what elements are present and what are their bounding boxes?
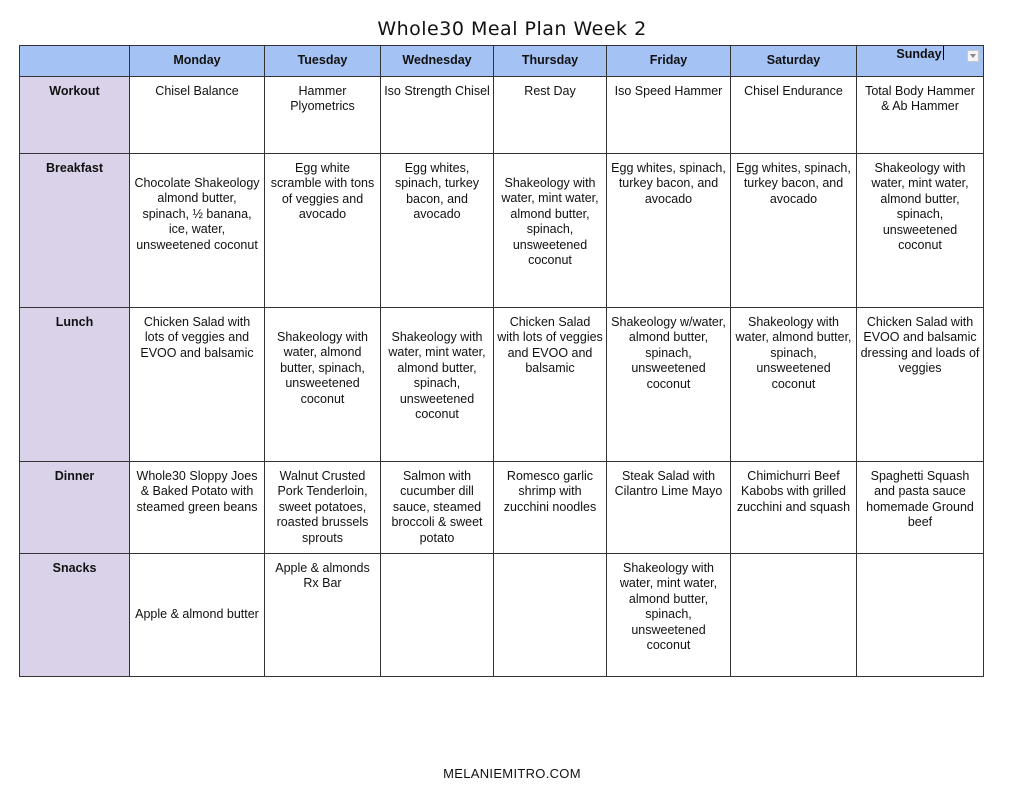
table-row-workout <box>20 77 984 154</box>
footer-site-name: MELANIEMITRO.COM <box>443 766 581 781</box>
table-cell[interactable]: Whole30 Sloppy Joes & Baked Potato with steamed green beans <box>130 462 265 554</box>
table-cell[interactable]: Chimichurri Beef Kabobs with grilled zucchini and squash <box>731 462 857 554</box>
table-cell[interactable]: Shakeology with water, almond butter, spinach, unsweetened coconut <box>265 308 381 462</box>
day-header-monday[interactable]: Monday <box>130 46 265 77</box>
table-cell[interactable]: Egg whites, spinach, turkey bacon, and avocado <box>607 154 731 308</box>
table-cell[interactable]: Apple & almonds Rx Bar <box>265 554 381 677</box>
table-cell[interactable]: Egg white scramble with tons of veggies and avocado <box>265 154 381 308</box>
table-cell[interactable]: Chicken Salad with EVOO and balsamic dressing and loads of veggies <box>857 308 984 462</box>
table-cell[interactable]: Steak Salad with Cilantro Lime Mayo <box>607 462 731 554</box>
row-header-dinner[interactable]: Dinner <box>20 462 130 554</box>
table-cell[interactable] <box>857 554 984 677</box>
table-row-lunch <box>20 308 984 462</box>
table-cell[interactable]: Egg whites, spinach, turkey bacon, and avocado <box>381 154 494 308</box>
table-cell[interactable]: Chisel Balance <box>130 77 265 154</box>
row-header-breakfast[interactable]: Breakfast <box>20 154 130 308</box>
row-header-lunch[interactable]: Lunch <box>20 308 130 462</box>
table-cell[interactable] <box>494 554 607 677</box>
row-header-workout[interactable]: Workout <box>20 77 130 154</box>
table-cell[interactable]: Hammer Plyometrics <box>265 77 381 154</box>
table-cell[interactable]: Shakeology with water, mint water, almond butter, spinach, unsweetened coconut <box>494 154 607 308</box>
table-cell[interactable]: Shakeology with water, almond butter, spinach, unsweetened coconut <box>731 308 857 462</box>
table-cell[interactable]: Spaghetti Squash and pasta sauce homemade Ground beef <box>857 462 984 554</box>
table-cell[interactable]: Shakeology w/water, almond butter, spinach, unsweetened coconut <box>607 308 731 462</box>
table-cell[interactable]: Chisel Endurance <box>731 77 857 154</box>
table-cell[interactable]: Chicken Salad with lots of veggies and EVOO and balsamic <box>130 308 265 462</box>
table-cell[interactable]: Rest Day <box>494 77 607 154</box>
day-header-tuesday[interactable]: Tuesday <box>265 46 381 77</box>
sunday-label: Sunday <box>896 47 942 61</box>
table-cell[interactable]: Egg whites, spinach, turkey bacon, and avocado <box>731 154 857 308</box>
corner-cell[interactable] <box>20 46 130 77</box>
header-row <box>20 46 984 77</box>
meal-plan-table <box>19 45 984 677</box>
table-cell[interactable]: Iso Speed Hammer <box>607 77 731 154</box>
page-title: Whole30 Meal Plan Week 2 <box>377 18 647 40</box>
table-cell[interactable]: Shakeology with water, mint water, almond butter, spinach, unsweetened coconut <box>381 308 494 462</box>
day-header-sunday[interactable] <box>857 46 984 77</box>
table-cell[interactable]: Romesco garlic shrimp with zucchini noodles <box>494 462 607 554</box>
table-cell[interactable]: Iso Strength Chisel <box>381 77 494 154</box>
day-header-saturday[interactable]: Saturday <box>731 46 857 77</box>
day-header-wednesday[interactable]: Wednesday <box>381 46 494 77</box>
table-cell[interactable]: Chicken Salad with lots of veggies and EVOO and balsamic <box>494 308 607 462</box>
table-cell[interactable]: Salmon with cucumber dill sauce, steamed broccoli & sweet potato <box>381 462 494 554</box>
dropdown-arrow-icon[interactable] <box>967 50 979 62</box>
table-row-dinner <box>20 462 984 554</box>
table-cell[interactable] <box>731 554 857 677</box>
text-cursor <box>943 46 944 60</box>
sunday-header-content <box>857 46 983 76</box>
day-header-friday[interactable]: Friday <box>607 46 731 77</box>
table-cell[interactable] <box>381 554 494 677</box>
table-cell[interactable]: Apple & almond butter <box>130 554 265 677</box>
table-cell[interactable]: Shakeology with water, mint water, almond butter, spinach, unsweetened coconut <box>857 154 984 308</box>
table-cell[interactable]: Chocolate Shakeology almond butter, spinach, ½ banana, ice, water, unsweetened coconut <box>130 154 265 308</box>
day-header-thursday[interactable]: Thursday <box>494 46 607 77</box>
table-row-snacks <box>20 554 984 677</box>
table-cell[interactable]: Total Body Hammer & Ab Hammer <box>857 77 984 154</box>
table-cell[interactable]: Shakeology with water, mint water, almond butter, spinach, unsweetened coconut <box>607 554 731 677</box>
table-row-breakfast <box>20 154 984 308</box>
table-cell[interactable]: Walnut Crusted Pork Tenderloin, sweet potatoes, roasted brussels sprouts <box>265 462 381 554</box>
row-header-snacks[interactable]: Snacks <box>20 554 130 677</box>
